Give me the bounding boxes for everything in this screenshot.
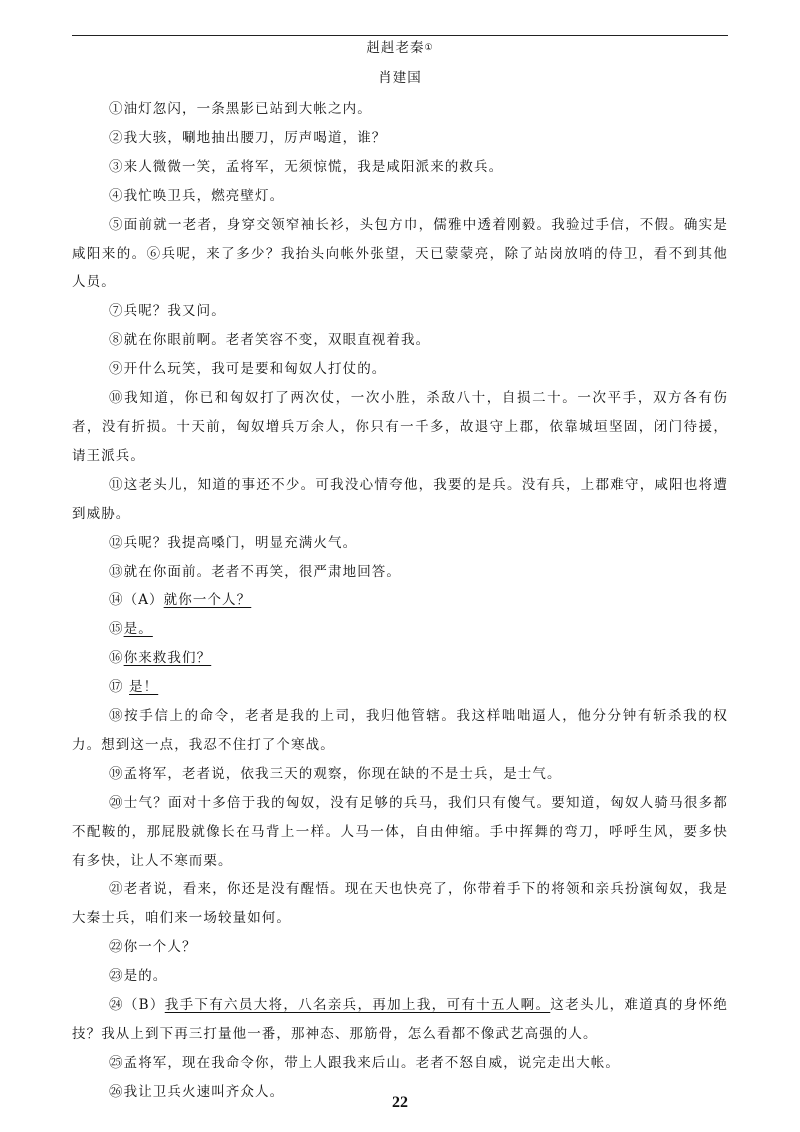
paragraph-22: ㉒你一个人？ (109, 939, 197, 956)
page-number: 22 (392, 1094, 408, 1111)
paragraph-16: ⑯你来救我们？ (109, 650, 212, 667)
title-footnote-marker: ① (424, 43, 434, 53)
header-rule (72, 35, 728, 36)
paragraph-25: ㉕孟将军，现在我命令你，带上人跟我来后山。老者不怒自威，说完走出大帐。 (109, 1054, 620, 1071)
underlined-answer: 是。 (123, 621, 153, 638)
paragraph-26: ㉖我让卫兵火速叫齐众人。 (109, 1083, 285, 1100)
paragraph-20: ⑳士气？面对十多倍于我的匈奴，没有足够的兵马，我们只有傻气。要知道，匈奴人骑马很多都不配鞍的，那屁股就像长在马背上一样。人马一体，自由伸缩。手中挥舞的弯刀，呼呼生风，要多快有多快，让人不寒而栗。 (72, 794, 728, 869)
underlined-question-a: 就你一个人？ (163, 592, 252, 609)
paragraph-15: ⑮是。 (109, 621, 153, 638)
paragraph-4: ④我忙唤卫兵，燃亮壁灯。 (109, 187, 285, 204)
article-body (72, 95, 728, 1107)
article-title-text: 赳赳老秦 (366, 40, 425, 56)
paragraph-7: ⑦兵呢？我又问。 (109, 303, 226, 320)
paragraph-21: ㉑老者说，看来，你还是没有醒悟。现在天也快亮了，你带着手下的将领和亲兵扮演匈奴，我是大秦士兵，咱们来一场较量如何。 (72, 881, 728, 927)
article-title (0, 38, 800, 60)
paragraph-18: ⑱按手信上的命令，老者是我的上司，我归他管辖。我这样咄咄逼人，他分分钟有斩杀我的权力。想到这一点，我忍不住打了个寒战。 (72, 708, 728, 753)
paragraph-9: ⑨开什么玩笑，我可是要和匈奴人打仗的。 (109, 361, 387, 378)
paragraph-23: ㉓是的。 (109, 968, 168, 985)
paragraph-3: ③来人微微一笑，孟将军，无须惊慌，我是咸阳派来的救兵。 (109, 158, 504, 175)
paragraph-12: ⑫兵呢？我提高嗓门，明显充满火气。 (109, 534, 358, 551)
paragraph-1: ①油灯忽闪，一条黑影已站到大帐之内。 (109, 101, 372, 117)
paragraph-10: ⑩我知道，你已和匈奴打了两次仗，一次小胜，杀敌八十，自损二十。一次平手，双方各有伤者，没有折损。十天前，匈奴增兵万余人，你只有一千多，故退守上郡，依靠城垣坚固，闭门待援，请王派兵。 (72, 390, 728, 464)
paragraph-14: ⑭（A）就你一个人？ (109, 592, 252, 609)
underlined-sentence-b: 我手下有六员大将，八名亲兵，再加上我，可有十五人啊。 (164, 997, 551, 1014)
paragraph-2: ②我大骇，唰地抽出腰刀，厉声喝道，谁？ (109, 129, 387, 146)
paragraph-17: ⑰ 是！ (109, 679, 159, 696)
underlined-question: 你来救我们？ (123, 650, 212, 667)
paragraph-24: ㉔（B）我手下有六员大将，八名亲兵，再加上我，可有十五人啊。这老头儿，难道真的身怀绝技？我从上到下再三打量他一番，那神态、那筋骨，怎么看都不像武艺高强的人。 (72, 997, 728, 1042)
underlined-answer: 是！ (129, 679, 159, 696)
paragraph-13: ⑬就在你面前。老者不再笑，很严肃地回答。 (109, 563, 401, 580)
paragraph-8: ⑧就在你眼前啊。老者笑容不变，双眼直视着我。 (109, 332, 431, 349)
paragraph-19: ⑲孟将军，老者说，依我三天的观察，你现在缺的不是士兵，是士气。 (109, 765, 562, 782)
paragraph-5: ⑤面前就一老者，身穿交领窄袖长衫，头包方巾，儒雅中透着刚毅。我验过手信，不假。确实是咸阳来的。⑥兵呢，来了多少？我抬头向帐外张望，天已蒙蒙亮，除了站岗放哨的侍卫，看不到其他人员。 (72, 216, 728, 291)
paragraph-11: ⑪这老头儿，知道的事还不少。可我没心情夸他，我要的是兵。没有兵，上郡难守，咸阳也将遭到威胁。 (72, 476, 728, 522)
article-author: 肖建国 (378, 70, 422, 86)
